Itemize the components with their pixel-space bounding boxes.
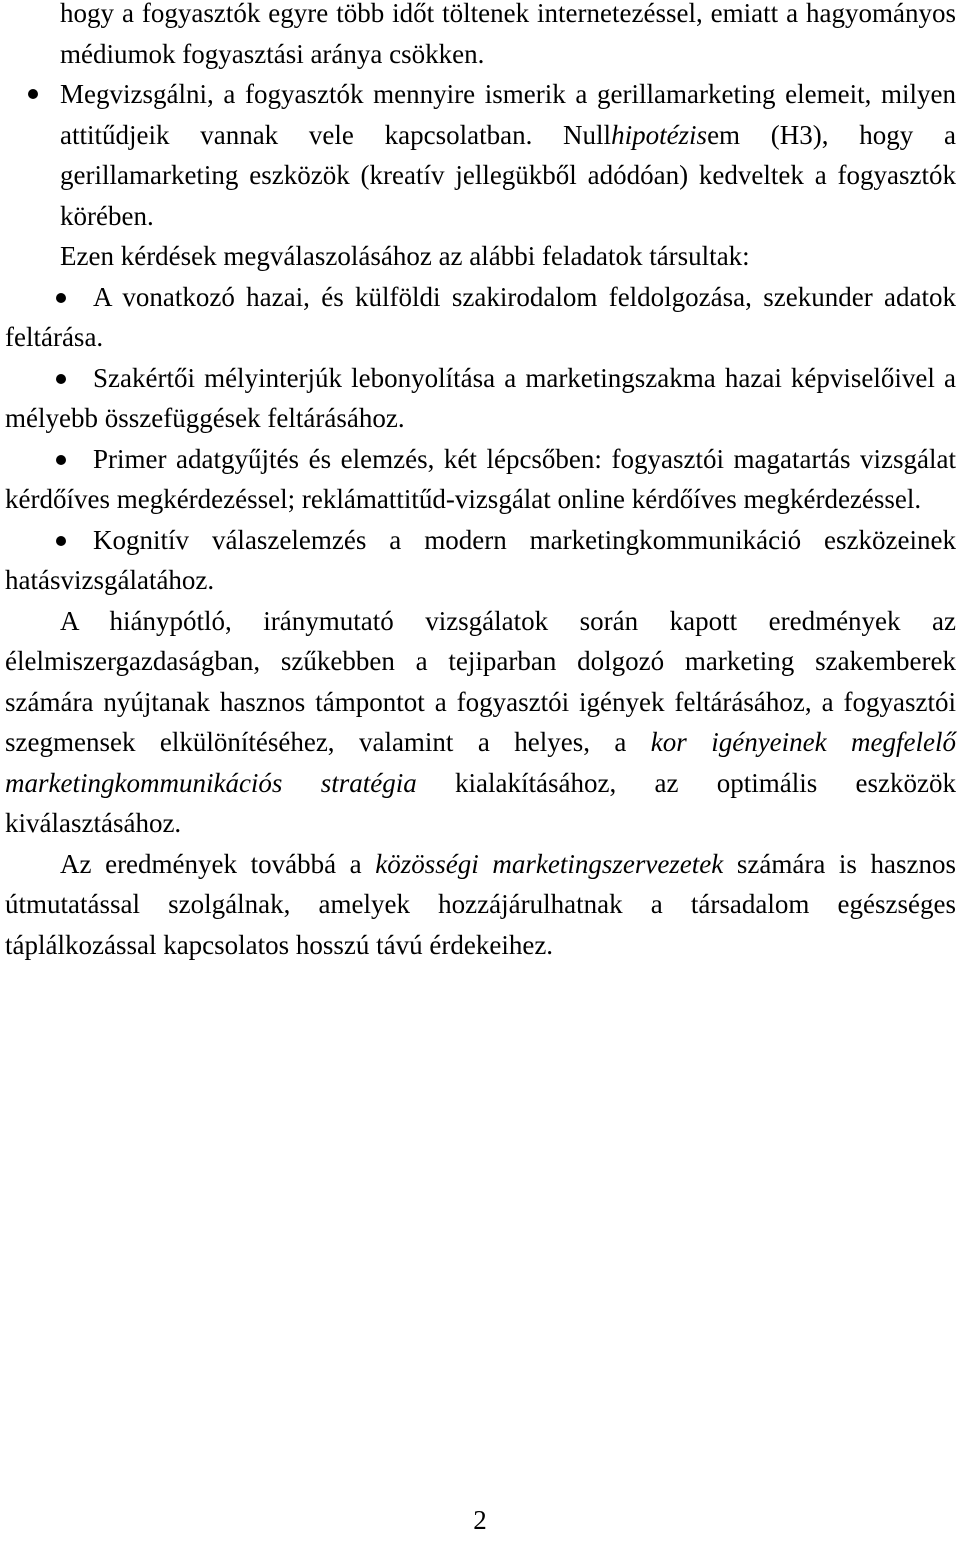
objective-item [5, 74, 956, 236]
results-text: A hiánypótló, iránymutató vizsgálatok során kapott eredmények az élelmiszergazdaságban, szűkebben a tejiparban dolgozó marketing szakemberek számára nyújtanak hasznos támpontot a fogyasztói igények feltárásához, a fogyasztói szegmensek elkülönítéséhez, valamint a helyes, a [5, 605, 956, 757]
continuation-paragraph: hogy a fogyasztók egyre több időt töltenek internetezéssel, emiatt a hagyományos médiumok fogyasztási aránya csökken. [60, 0, 956, 69]
results-paragraph [5, 601, 956, 844]
objective-italic-term: hipotézis [611, 119, 708, 150]
task-item: Szakértői mélyinterjúk lebonyolítása a marketingszakma hazai képviselőivel a mélyebb összefüggések feltárásához. [5, 358, 956, 439]
task-list [5, 277, 956, 601]
community-paragraph [5, 844, 956, 966]
page-body [5, 0, 956, 965]
results-text-end: kialakításához, az optimális eszközök kiválasztásához. [5, 767, 956, 838]
objective-text: Megvizsgálni, a fogyasztók mennyire ismerik a gerillamarketing elemeit, milyen attitűdjeik vannak vele kapcsolatban. Null [60, 79, 956, 150]
questions-intro: Ezen kérdések megválaszolásához az alábbi feladatok társultak: [60, 241, 750, 271]
community-italic-term: közösségi marketingszervezetek [375, 848, 724, 879]
objective-list [5, 74, 956, 236]
results-italic-term: kor igényeinek megfelelő marketingkommunikációs stratégia [5, 727, 956, 798]
community-text: Az eredmények továbbá a [60, 848, 376, 879]
task-item: Kognitív válaszelemzés a modern marketingkommunikáció eszközeinek hatásvizsgálatához. [5, 520, 956, 601]
task-item: A vonatkozó hazai, és külföldi szakirodalom feldolgozása, szekunder adatok feltárása. [5, 277, 956, 358]
community-text-end: számára is hasznos útmutatással szolgálnak, amelyek hozzájárulhatnak a társadalom egészséges táplálkozással kapcsolatos hosszú távú érdekeihez. [5, 848, 956, 960]
objective-text-end: em (H3), hogy a gerillamarketing eszközök (kreatív jellegükből adódóan) kedveltek a fogyasztók körében. [60, 119, 956, 231]
page-number: 2 [473, 1505, 487, 1535]
task-item: Primer adatgyűjtés és elemzés, két lépcsőben: fogyasztói magatartás vizsgálat kérdőíves megkérdezéssel; reklámattitűd-vizsgálat online kérdőíves megkérdezéssel. [5, 439, 956, 520]
